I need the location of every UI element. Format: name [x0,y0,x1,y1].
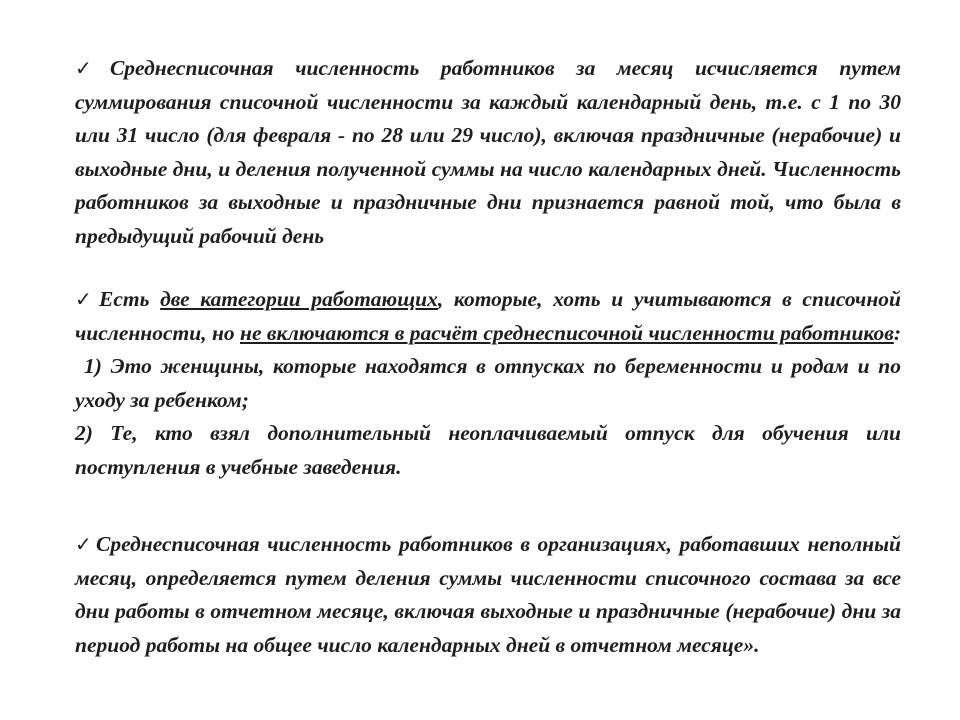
paragraph-excluded-categories [75,283,901,484]
paragraph-average-headcount [75,52,901,253]
paragraph-3 [75,528,901,662]
paragraph-partial-month [75,528,901,662]
paragraph-1-text: Среднесписочная численность работников за месяц исчисляется путем суммирования списочной численности за каждый календарный день, т.е. с 1 по 30 или 31 число (для февраля - по 28 или 29 число), включая праздничные (нерабочие) и выходные дни, и деления полученной суммы на число календарных дней. Численность работников за выходные и праздничные дни признается равной той, что была в предыдущий рабочий день [75,56,902,248]
paragraph-2-part3: , которые, хоть и учитываются в списочной численности, но [75,287,901,345]
list-item-2: 2) Те, кто взял дополнительный неоплачиваемый отпуск для обучения или поступления в учебные заведения. [75,421,901,479]
paragraph-2-part1: Есть [99,287,161,311]
list-item-1: 1) Это женщины, которые находятся в отпусках по беременности и родам и по уходу за ребенком; [75,354,901,412]
paragraph-1 [75,52,901,253]
paragraph-3-text: Среднесписочная численность работников в организациях, работавших неполный месяц, определяется путем деления суммы численности списочного состава за все дни работы в отчетном месяце, включая выходные и праздничные (нерабочие) дни за период работы на общее число календарных дней в отчетном месяце». [75,532,901,657]
check-mark-icon: ✓ [75,287,98,311]
paragraph-2-part5: : [893,320,902,345]
paragraph-2 [75,283,901,350]
check-mark-icon: ✓ [75,56,108,80]
paragraph-2-underlined-2: не включаются в расчёт среднесписочной численности работников [240,320,894,345]
check-mark-icon: ✓ [75,532,94,556]
paragraph-2-underlined-1: две категории работающих [160,287,438,311]
